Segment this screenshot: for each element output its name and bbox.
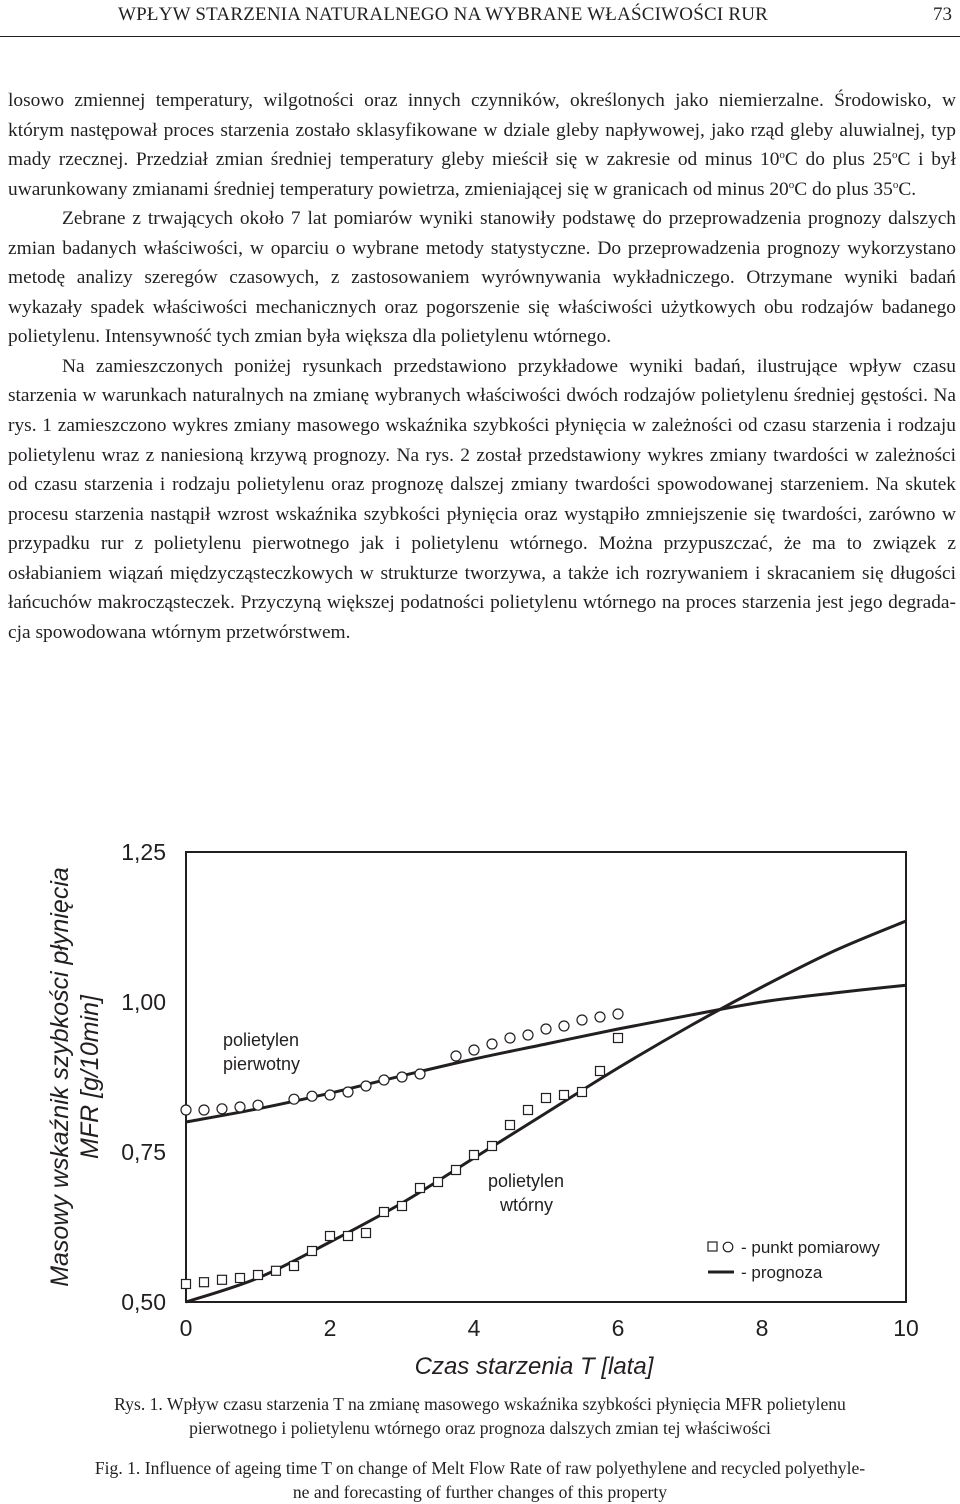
x-axis-title: Czas starzenia T [lata] xyxy=(414,1353,654,1380)
data-point-recycled xyxy=(218,1275,227,1284)
data-point-recycled xyxy=(236,1274,245,1283)
data-point-primary xyxy=(559,1021,569,1031)
degree-sup: o xyxy=(788,178,795,191)
y-tick-labels xyxy=(121,839,166,1315)
legend-line-label: - prognoza xyxy=(741,1263,823,1282)
data-point-recycled xyxy=(416,1184,425,1193)
caption-pl-line1: Rys. 1. Wpływ czasu starzenia T na zmianę masowego wskaźnika szybkości płynięcia MFR polietylenu xyxy=(114,1394,846,1414)
data-point-primary xyxy=(325,1090,335,1100)
data-point-recycled xyxy=(326,1232,335,1241)
data-point-recycled xyxy=(182,1280,191,1289)
x-tick-label: 6 xyxy=(611,1315,625,1341)
x-tick-label: 8 xyxy=(755,1315,769,1341)
x-tick-labels xyxy=(180,1315,919,1341)
data-point-recycled xyxy=(200,1278,209,1287)
legend xyxy=(700,1230,896,1290)
data-point-primary xyxy=(217,1104,227,1114)
caption-en-line2: ne and forecasting of further changes of this property xyxy=(292,1482,668,1502)
caption-pl-line2: pierwotnego i polietylenu wtórnego oraz prognoza dalszych zmian tej właściwości xyxy=(189,1418,771,1438)
data-point-recycled xyxy=(578,1088,587,1097)
data-point-primary xyxy=(577,1015,587,1025)
legend-points-label: - punkt pomiarowy xyxy=(741,1238,880,1257)
degree-sup: o xyxy=(892,178,899,191)
y-axis-title-line1: Masowy wskaźnik szybkości płynięcia xyxy=(46,867,74,1287)
data-point-primary xyxy=(451,1051,461,1061)
legend-square-marker xyxy=(708,1242,717,1251)
data-point-recycled xyxy=(398,1202,407,1211)
annotation-recycled-line1: polietylen xyxy=(488,1171,565,1191)
y-tick-label: 1,00 xyxy=(121,989,166,1015)
data-point-primary xyxy=(541,1024,551,1034)
data-point-primary xyxy=(289,1094,299,1104)
data-point-recycled xyxy=(506,1121,515,1130)
data-point-primary xyxy=(505,1033,515,1043)
mfr-chart xyxy=(0,800,960,1390)
y-tick-label: 0,75 xyxy=(121,1139,166,1165)
data-point-recycled xyxy=(434,1178,443,1187)
x-tick-label: 0 xyxy=(179,1315,193,1341)
paragraph-1 xyxy=(8,86,956,204)
paragraph-1-text: C do plus 25 xyxy=(784,149,893,171)
data-point-primary xyxy=(181,1105,191,1115)
data-points xyxy=(181,1009,623,1289)
y-tick-label: 1,25 xyxy=(121,839,166,865)
data-point-recycled xyxy=(542,1094,551,1103)
x-tick-label: 4 xyxy=(467,1315,481,1341)
data-point-primary xyxy=(613,1009,623,1019)
data-point-recycled xyxy=(362,1229,371,1238)
data-point-recycled xyxy=(524,1106,533,1115)
data-point-primary xyxy=(235,1102,245,1112)
data-point-primary xyxy=(343,1087,353,1097)
page-number: 73 xyxy=(933,4,952,25)
data-point-recycled xyxy=(470,1151,479,1160)
data-point-recycled xyxy=(344,1232,353,1241)
y-axis-title-line2: MFR [g/10min] xyxy=(76,995,104,1159)
data-point-recycled xyxy=(272,1266,281,1275)
degree-sup: o xyxy=(892,149,898,162)
y-tick-label: 0,50 xyxy=(121,1289,166,1315)
paragraph-1-text: C. xyxy=(898,178,917,200)
caption-en-line1: Fig. 1. Influence of ageing time T on change of Melt Flow Rate of raw polyethylene and recycled polyethyle- xyxy=(94,1458,866,1478)
data-point-primary xyxy=(595,1012,605,1022)
data-point-recycled xyxy=(488,1142,497,1151)
data-point-primary xyxy=(415,1069,425,1079)
annotation-primary-line2: pierwotny xyxy=(223,1054,301,1074)
annotation-primary-line1: polietylen xyxy=(223,1030,300,1050)
x-tick-label: 10 xyxy=(893,1315,919,1341)
annotation-recycled xyxy=(488,1171,564,1215)
data-point-primary xyxy=(469,1045,479,1055)
figure-caption-en xyxy=(10,1456,950,1504)
legend-circle-marker xyxy=(723,1242,733,1252)
data-point-recycled xyxy=(290,1262,299,1271)
data-point-recycled xyxy=(560,1091,569,1100)
running-title: WPŁYW STARZENIA NATURALNEGO NA WYBRANE WŁAŚCIWOŚCI RUR xyxy=(118,4,768,25)
data-point-recycled xyxy=(614,1034,623,1043)
paragraph-1-text: losowo zmiennej temperatury, wilgotności oraz innych czynników, określonych jako niemierzalne. Środowisko, w którym następował proces starzenia zostało sklasyfikowane w dziale gleby napływowej, jako rząd gleby aluwialnej, typ mady rzecznej. Przedział zmian średniej temperatury gleby mieścił się w zakresie od minus 10 xyxy=(8,90,956,171)
figure-1 xyxy=(0,800,960,1390)
data-point-primary xyxy=(379,1075,389,1085)
paragraph-3: Na zamieszczonych poniżej rysunkach przedstawiono przykładowe wyniki badań, ilustrujące wpływ czasu starzenia w warunkach naturalnych na zmianę wybranych właściwości dwóch rodzajów polietylenu średniej gęstości. Na rys. 1 zamieszczono wykres zmiany masowego wskaźnika szybkości płynięcia w zależności od czasu starzenia i rodzaju polietylenu wraz z naniesioną krzywą prognozy. Na rys. 2 został przedstawiony wykres zmiany twardości w zależności od czasu starzenia i rodzaju polietylenu oraz prognozę dalszej zmiany twardości spowodowanej starzeniem. Na skutek procesu starzenia nastąpił wzrost wskaźnika szybkości płynięcia oraz wystąpiło zmniejszenie się twardości, zarówno w przypadku rur z polietylenu pierwotnego jak i polietylenu wtórnego. Można przypuszczać, że ma to związek z osłabianiem wiązań międzycząsteczkowych w strukturze tworzywa, a także ich rozrywaniem i skracaniem się długości łańcuchów makrocząsteczek. Przyczyną większej podatności polietylenu wtórnego na proces starzenia jest jego degradacja spowodowana wtórnym przetwórstwem. xyxy=(8,355,956,643)
y-axis-title xyxy=(46,867,104,1287)
annotation-recycled-line2: wtórny xyxy=(500,1195,554,1215)
data-point-primary xyxy=(397,1072,407,1082)
body-text xyxy=(8,86,956,647)
data-point-recycled xyxy=(308,1247,317,1256)
data-point-primary xyxy=(361,1081,371,1091)
x-tick-label: 2 xyxy=(323,1315,337,1341)
data-point-primary xyxy=(253,1100,263,1110)
data-point-recycled xyxy=(380,1208,389,1217)
data-point-recycled xyxy=(254,1271,263,1280)
annotation-primary xyxy=(223,1030,300,1074)
figure-caption-pl xyxy=(10,1392,950,1440)
paragraph-2: Zebrane z trwających około 7 lat pomiarów wyniki stanowiły podstawę do przeprowadzenia prognozy dalszych zmian badanych właściwości, w oparciu o wybrane metody statystyczne. Do przeprowadzenia prognozy wykorzystano metodę analizy szeregów czasowych, z zastosowaniem wyrównywania wykładniczego. Otrzymane wyniki badań wykazały spadek właściwości mechanicznych oraz pogorszenie się właściwości użytkowych obu rodzajów badanego polietylenu. Intensywność tych zmian była większa dla polietylenu wtórnego. xyxy=(8,208,956,348)
data-point-recycled xyxy=(452,1166,461,1175)
data-point-primary xyxy=(523,1030,533,1040)
data-point-primary xyxy=(307,1091,317,1101)
data-point-primary xyxy=(199,1105,209,1115)
paragraph-1-text: C do plus 35 xyxy=(794,178,893,200)
data-point-recycled xyxy=(596,1067,605,1076)
data-point-primary xyxy=(487,1039,497,1049)
running-header xyxy=(0,0,960,37)
degree-sup: o xyxy=(779,149,785,162)
paragraph-1-text: C i był uwarunkowany zmianami średniej temperatury powietrza, zmieniającej się w granicach od minus 20 xyxy=(8,149,956,200)
